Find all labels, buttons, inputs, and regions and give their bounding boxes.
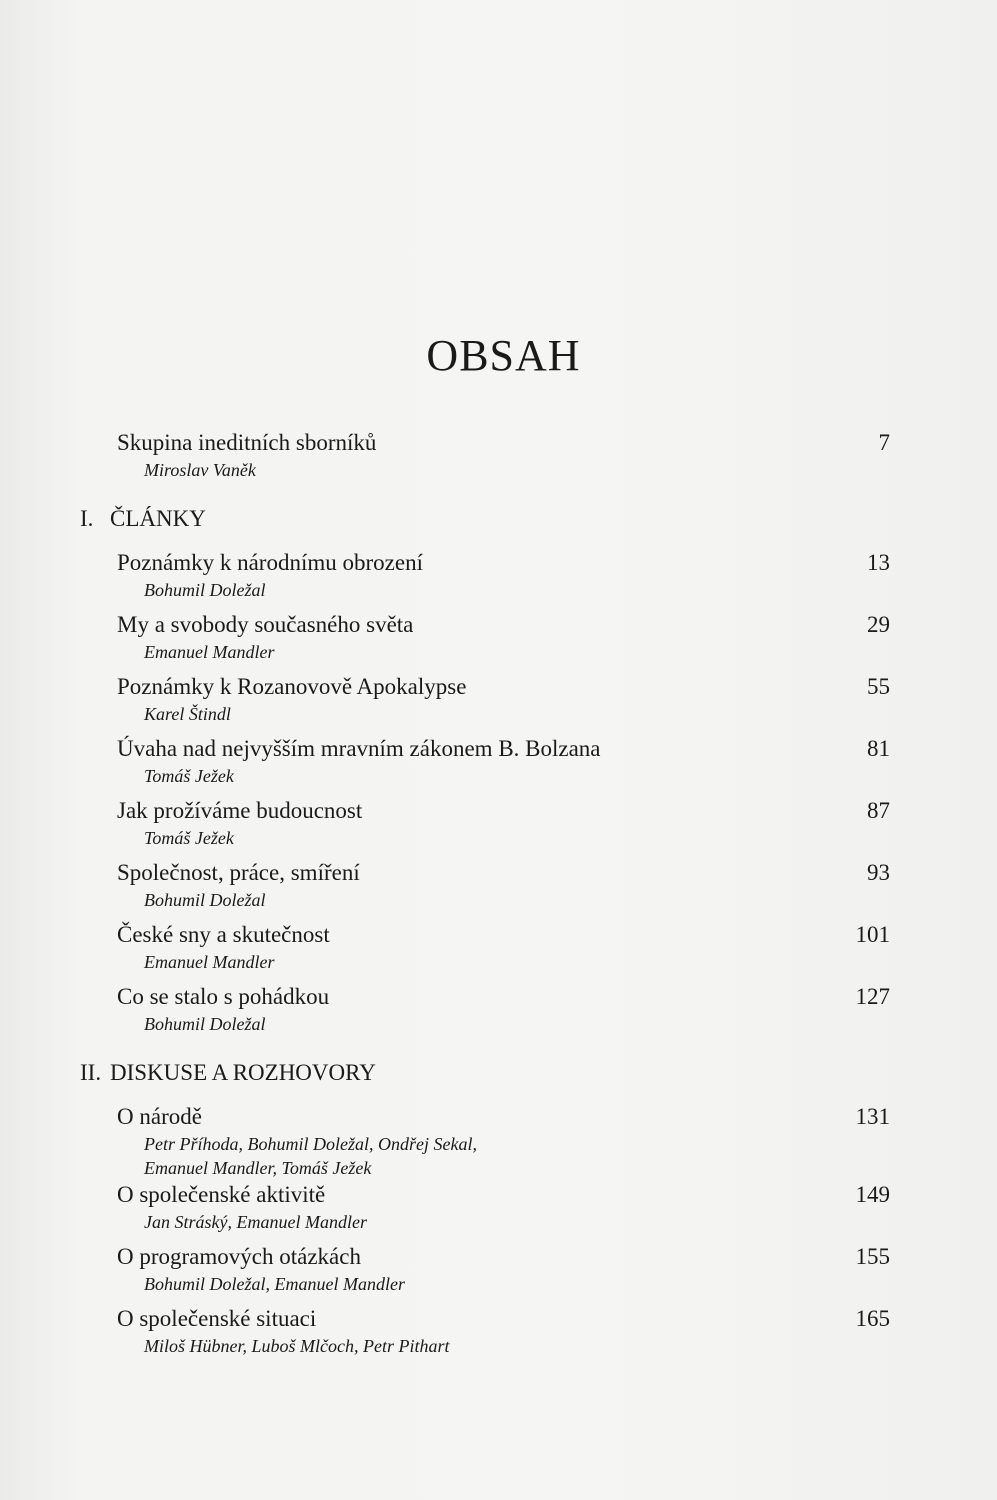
toc-entry (80, 672, 890, 734)
page-title: OBSAH (426, 331, 581, 380)
entry-page-number: 81 (867, 736, 890, 761)
toc-entry (80, 858, 890, 920)
entry-authors (144, 826, 234, 850)
toc-entry (80, 920, 890, 982)
toc-entry (80, 1242, 890, 1304)
entry-title: O programových otázkách (117, 1244, 361, 1269)
entry-title: O národě (117, 1104, 202, 1129)
entry-authors (144, 888, 266, 912)
entry-authors (144, 764, 234, 788)
entry-author-line: Bohumil Doležal (144, 1014, 266, 1034)
entry-page-number: 13 (867, 550, 890, 575)
entry-title: Skupina ineditních sborníků (117, 430, 377, 455)
toc-entry (80, 548, 890, 610)
entry-author-line: Tomáš Ježek (144, 828, 234, 848)
entry-author-line: Miloš Hübner, Luboš Mlčoch, Petr Pithart (144, 1336, 450, 1356)
entry-page-number: 155 (855, 1244, 890, 1269)
entry-title: Jak prožíváme budoucnost (117, 798, 363, 823)
entry-page-number: 101 (855, 922, 890, 947)
entry-author-line: Miroslav Vaněk (144, 460, 256, 480)
entry-authors (144, 950, 274, 974)
entry-authors (144, 1132, 477, 1180)
entry-author-line: Bohumil Doležal (144, 890, 266, 910)
toc-entry (80, 1180, 890, 1242)
toc-entry (80, 734, 890, 796)
toc-entry (80, 1304, 890, 1366)
entry-authors (144, 1272, 405, 1296)
entry-title: My a svobody současného světa (117, 612, 414, 637)
entry-author-line: Emanuel Mandler (144, 642, 275, 662)
entry-author-line: Emanuel Mandler, Tomáš Ježek (144, 1158, 372, 1178)
entry-page-number: 87 (867, 798, 890, 823)
entry-page-number: 7 (878, 430, 890, 455)
entry-page-number: 131 (855, 1104, 890, 1129)
entry-author-line: Emanuel Mandler (144, 952, 275, 972)
toc-entry (80, 428, 890, 490)
toc-entry (80, 1102, 890, 1180)
entry-title: Co se stalo s pohádkou (117, 984, 330, 1009)
toc-entry (80, 610, 890, 672)
section-heading (80, 1044, 890, 1102)
entry-title: O společenské aktivitě (117, 1182, 326, 1207)
entry-title: O společenské situaci (117, 1306, 317, 1331)
section-number: I. (80, 506, 94, 531)
section-label: DISKUSE A ROZHOVORY (110, 1060, 376, 1085)
entry-author-line: Bohumil Doležal, Emanuel Mandler (144, 1274, 405, 1294)
entry-page-number: 93 (867, 860, 890, 885)
entry-page-number: 127 (855, 984, 890, 1009)
section-heading (80, 490, 890, 548)
entry-authors (144, 1210, 367, 1234)
entry-page-number: 149 (855, 1182, 890, 1207)
entry-authors (144, 458, 256, 482)
section-label: ČLÁNKY (110, 506, 206, 531)
entry-title: České sny a skutečnost (117, 922, 330, 947)
table-of-contents (80, 428, 890, 1366)
entry-authors (144, 1012, 266, 1036)
entry-author-line: Petr Příhoda, Bohumil Doležal, Ondřej Sekal, (144, 1134, 477, 1154)
entry-author-line: Karel Štindl (144, 704, 231, 724)
entry-author-line: Bohumil Doležal (144, 580, 266, 600)
entry-author-line: Tomáš Ježek (144, 766, 234, 786)
section-number: II. (80, 1060, 102, 1085)
toc-entry (80, 982, 890, 1044)
entry-authors (144, 578, 266, 602)
toc-entry (80, 796, 890, 858)
entry-page-number: 165 (855, 1306, 890, 1331)
entry-authors (144, 1334, 449, 1358)
entry-title: Poznámky k Rozanovově Apokalypse (117, 674, 467, 699)
entry-author-line: Jan Stráský, Emanuel Mandler (144, 1212, 367, 1232)
entry-title: Společnost, práce, smíření (117, 860, 360, 885)
entry-authors (144, 640, 274, 664)
entry-page-number: 29 (867, 612, 890, 637)
entry-title: Poznámky k národnímu obrození (117, 550, 423, 575)
entry-title: Úvaha nad nejvyšším mravním zákonem B. Bolzana (117, 736, 601, 761)
entry-page-number: 55 (867, 674, 890, 699)
entry-authors (144, 702, 231, 726)
